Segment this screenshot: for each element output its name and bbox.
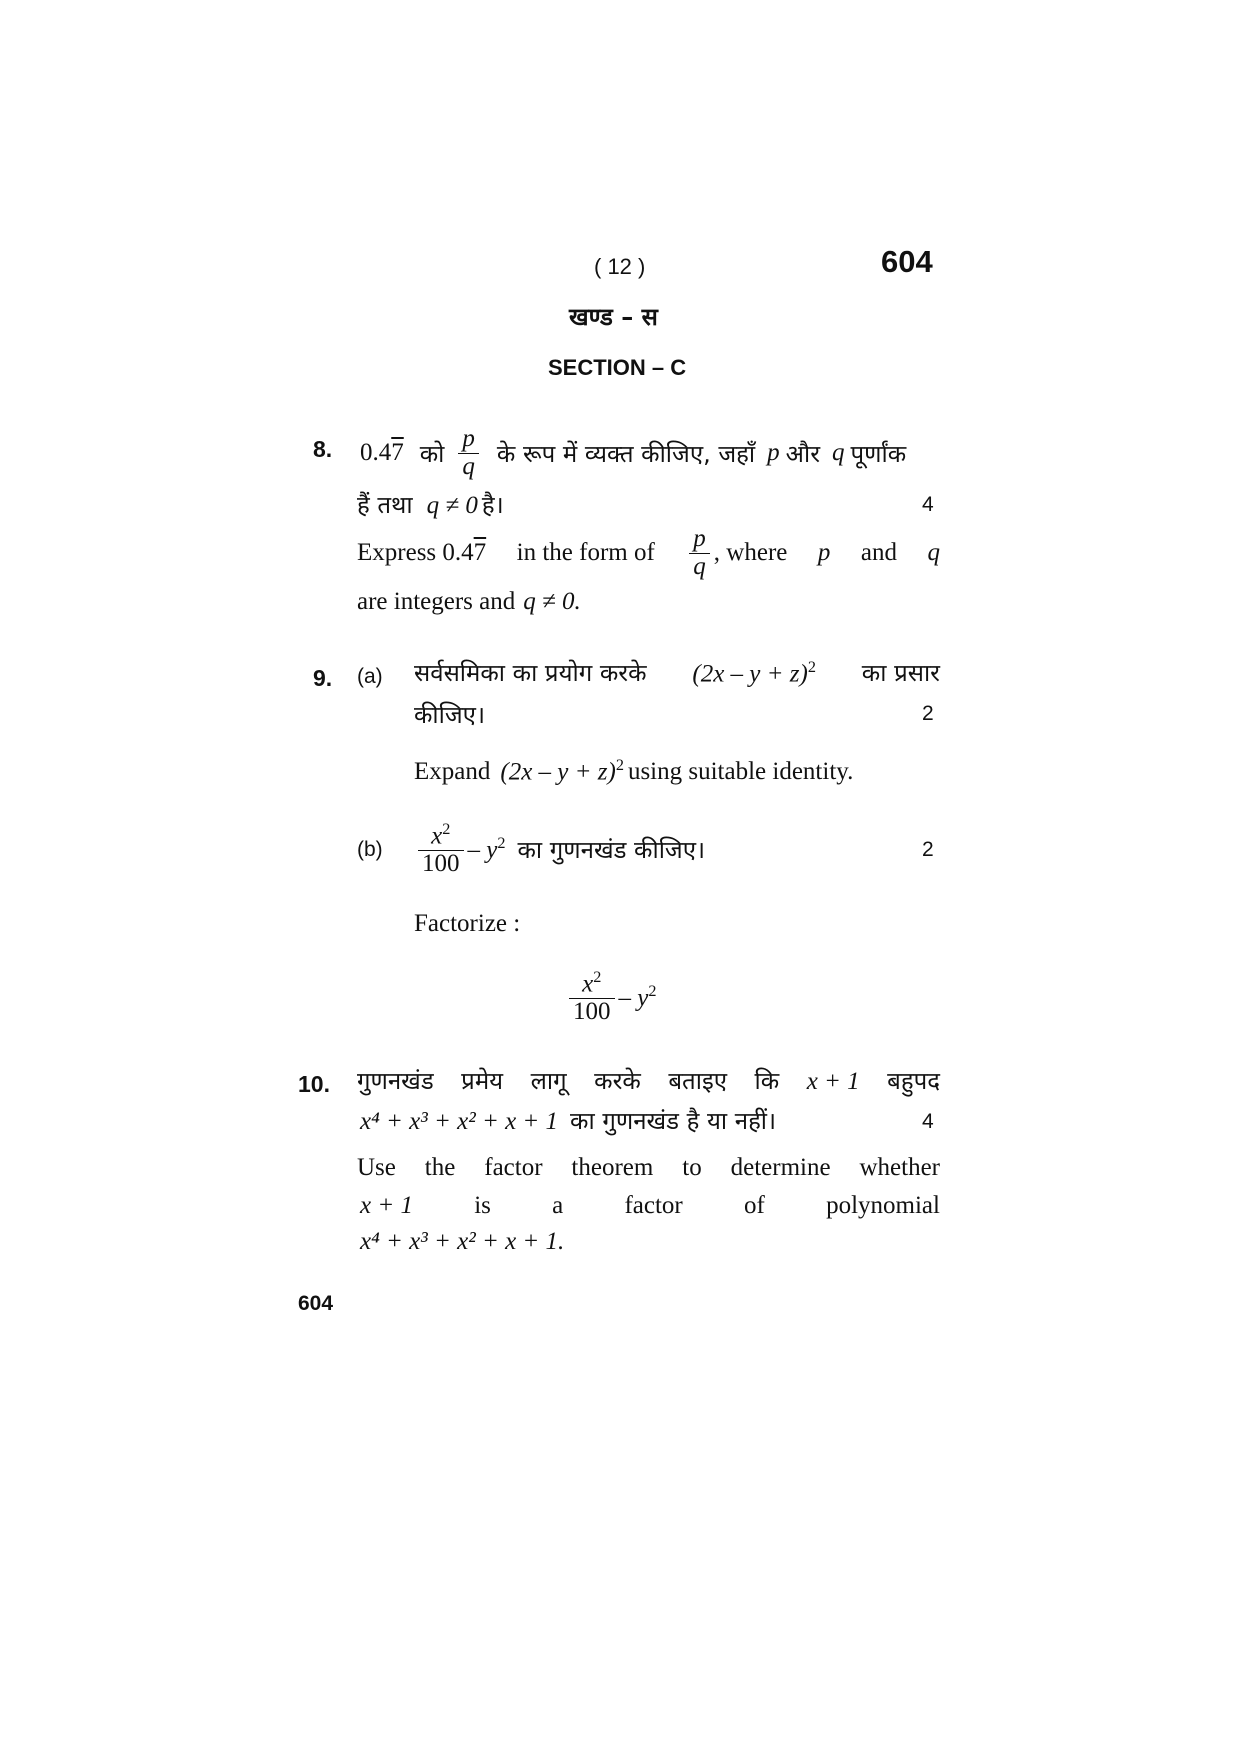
q9a-english: [414, 756, 853, 786]
q9a-marks: 2: [922, 702, 934, 725]
q10-marks: 4: [922, 1110, 934, 1133]
q9a-hindi2: का प्रसार: [861, 659, 940, 687]
q10-english-line2: [360, 1192, 940, 1220]
q10-en-word: is: [474, 1192, 491, 1219]
q8-en-express: Express 0.47: [357, 539, 487, 566]
q9b-fraction: $\frac{x^2}{100}$: [418, 821, 464, 877]
q9a-hindi-line1: [414, 656, 940, 689]
q10-word: बताइए: [668, 1067, 727, 1095]
q9b-hindi-line: [414, 814, 705, 884]
q9a-label: (a): [357, 665, 383, 688]
q10-word: बहुपद: [887, 1067, 940, 1095]
q9b-display-fraction: $\frac{x^2}{100}$: [569, 969, 615, 1025]
q8-english-line1: [357, 520, 940, 586]
q10-word: लागू: [530, 1067, 567, 1095]
q8-frac-num: p: [458, 426, 479, 453]
q8-en-and: and: [860, 539, 897, 566]
section-title-english: SECTION – C: [548, 355, 687, 380]
q10-en-word: a: [552, 1192, 564, 1219]
q8-en-p: p: [817, 539, 831, 566]
q8-hindi-line2-text: हैं तथा: [357, 491, 413, 519]
q8-en-frac-den: q: [693, 552, 706, 580]
q10-word: करके: [594, 1067, 641, 1095]
question-number-10: 10.: [298, 1071, 330, 1097]
q10-en-word: polynomial: [826, 1192, 940, 1219]
q8-hindi-text: के रूप में व्यक्त कीजिए, जहाँ: [496, 439, 756, 468]
q10-polynomial: x⁴ + x³ + x² + x + 1: [360, 1108, 559, 1135]
q8-var-p: p: [767, 439, 780, 466]
q8-var-q: q: [832, 439, 845, 466]
q9b-display-minus: – $y^2$: [618, 981, 657, 1012]
question-number-9: 9.: [313, 665, 333, 691]
q8-en-frac-num: p: [689, 526, 710, 553]
q8-condition: q ≠ 0: [426, 492, 478, 519]
q8-purnank: पूर्णांक: [850, 439, 907, 468]
q9a-hindi1: सर्वसमिका का प्रयोग करके: [414, 659, 647, 687]
q10-word: गुणनखंड: [357, 1067, 434, 1095]
q9b-english: Factorize :: [414, 910, 521, 937]
question-number-8: 8.: [313, 436, 333, 462]
q10-english-line1: Use the factor theorem to determine whether: [357, 1154, 940, 1181]
q8-marks: 4: [922, 493, 934, 516]
q9a-en-expand: Expand: [414, 758, 491, 786]
q10-en-word: factor: [624, 1192, 683, 1219]
q8-english-line2: [357, 588, 581, 616]
q10-english-line3: x⁴ + x³ + x² + x + 1.: [360, 1228, 565, 1255]
q9a-expression: $(2x - y + z)^2$: [692, 657, 816, 687]
q8-frac-den: q: [462, 452, 475, 480]
q10-hindi-line2-text: का गुणनखंड है या नहीं।: [570, 1107, 777, 1135]
q8-ko: को: [419, 439, 445, 468]
paper-code: 604: [881, 244, 933, 279]
q9b-marks: 2: [922, 838, 934, 861]
q10-hindi-line1: [357, 1064, 940, 1097]
q10-en-word: of: [744, 1192, 765, 1219]
q10-word: कि: [754, 1067, 780, 1095]
q8-en-form: in the form of: [516, 539, 655, 566]
q9a-en-expression: $(2x - y + z)^2$: [500, 756, 624, 786]
q8-en-line2-text: are integers and: [357, 588, 516, 615]
footer-paper-code: 604: [298, 1292, 334, 1315]
q9a-en-rest: using suitable identity.: [627, 758, 854, 786]
q8-en-cond: q ≠ 0.: [523, 588, 581, 615]
q10-en-word: x + 1: [360, 1192, 413, 1219]
q8-hindi-line1: [360, 420, 906, 486]
q8-hindi-line2: [357, 488, 504, 521]
q8-hai: है।: [481, 491, 504, 519]
q10-word: x + 1: [806, 1068, 860, 1095]
q8-aur: और: [785, 439, 821, 468]
q8-fraction: [458, 426, 479, 480]
q8-value: 0.47: [360, 439, 404, 466]
q8-en-q: q: [927, 539, 940, 566]
q9b-label: (b): [357, 838, 383, 861]
q9b-display-expression: [565, 962, 656, 1032]
page-marker: ( 12 ): [594, 254, 646, 279]
q9a-hindi-line2: कीजिए।: [414, 701, 486, 729]
q10-hindi-line2: [360, 1104, 776, 1137]
q9b-hindi-text: का गुणनखंड कीजिए।: [517, 835, 706, 864]
q10-word: प्रमेय: [461, 1067, 504, 1095]
section-title-hindi: खण्ड – स: [569, 303, 658, 331]
q9b-minus-term: – $y^2$: [467, 833, 506, 864]
q8-en-fraction: [689, 526, 710, 580]
q8-en-where: , where: [713, 539, 788, 566]
